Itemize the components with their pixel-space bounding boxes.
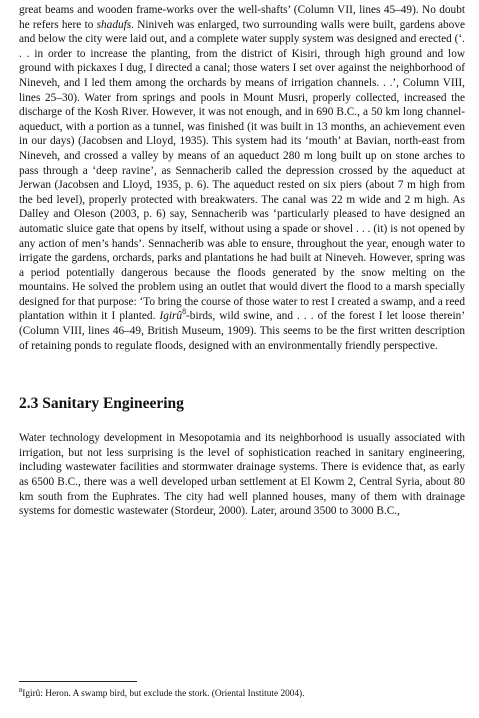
footnote-reference: 8 xyxy=(182,307,187,317)
page-body xyxy=(19,3,465,519)
body-paragraph xyxy=(19,3,465,353)
body-paragraph-2: Water technology development in Mesopotamia and its neighborhood is usually associated with irrigation, but not less surprising is the level of sophistication reached in sanitary engineering, including wastewater facilities and stormwater drainage systems. There is evidence that, as early as 6500 B.C., there was a well developed urban settlement at El Kowm 2, Central Syria, about 80 km south from the Euphrates. The city had well planned houses, many of them with drainage systems for domestic wastewater (Stordeur, 2000). Later, around 3500 to 3000 B.C., xyxy=(19,432,465,518)
footnote xyxy=(19,688,465,700)
footnote-text: Igirû: Heron. A swamp bird, but exclude the stork. (Oriental Institute 2004). xyxy=(22,689,305,699)
paragraph-text-continued: -birds, wild swine, and . . . of the forest I let loose therein’ (Column VIII, lines 46–49, British Museum, 1909). This seems to be the first written description of retaining ponds to regulate floods, designed with an environmentally friendly perspective. xyxy=(19,310,465,352)
footnote-divider xyxy=(19,681,137,682)
footnote-number: 8 xyxy=(19,686,23,694)
paragraph-text: great beams and wooden frame-works over the well-shafts’ (Column VII, lines 45–49). No doubt he refers here to shadufs. Niniveh was enlarged, two surrounding walls were built, gardens above and below the city were laid out, and a complete water supply system was designed and erected (‘. . . in order to increase the planting, from the district of Kisiri, through high ground and low ground with pickaxes I dug, I directed a canal; those waters I set over against the neighborhood of Nineveh, and I led them among the orchards by means of irrigation channels. . .’, Column VIII, lines 25–30). Water from springs and pools in Mount Musri, properly collected, increased the discharge of the Kosh River. However, it was not enough, and in 690 B.C., a 50 km long channel-aqueduct, with a portion as a tunnel, was finished (it was built in 13 months, an achievement even in our days) (Jacobsen and Lloyd, 1935). This system had its ‘mouth’ at Bavian, north-east from Nineveh, and crossed a valley by means of an aqueduct 280 m long built up on stone arches to pass through a ‘deep ravine’, as Sennacherib called the depression crossed by the aqueduct at Jerwan (Jacobsen and Lloyd, 1935, p. 6). The aqueduct rested on six piers (about 7 m high from the bed level), properly protected with breakwaters. The canal was 22 m wide and 2 m high. As Dalley and Oleson (2003, p. 6) say, Sennacherib was ‘particularly pleased to have designed an automatic sluice gate that opens by itself, without using a spade or shovel . . . (it) is not opened by any action of men’s hands’. Sennacherib was able to ensure, throughout the year, enough water to irrigate the gardens, orchards, parks and plantations he had built at Nineveh. However, spring was a period potentially dangerous because the floods generated by the snow melting on the mountains. He solved the problem using an outlet that would divert the flood to a marsh specially designed for that purpose: ‘To bring the course of those water to rest I created a swamp, and a reed plantation within it I planted. xyxy=(19,4,465,323)
italic-term: Igirû xyxy=(159,310,183,323)
section-heading: 2.3 Sanitary Engineering xyxy=(19,395,184,413)
